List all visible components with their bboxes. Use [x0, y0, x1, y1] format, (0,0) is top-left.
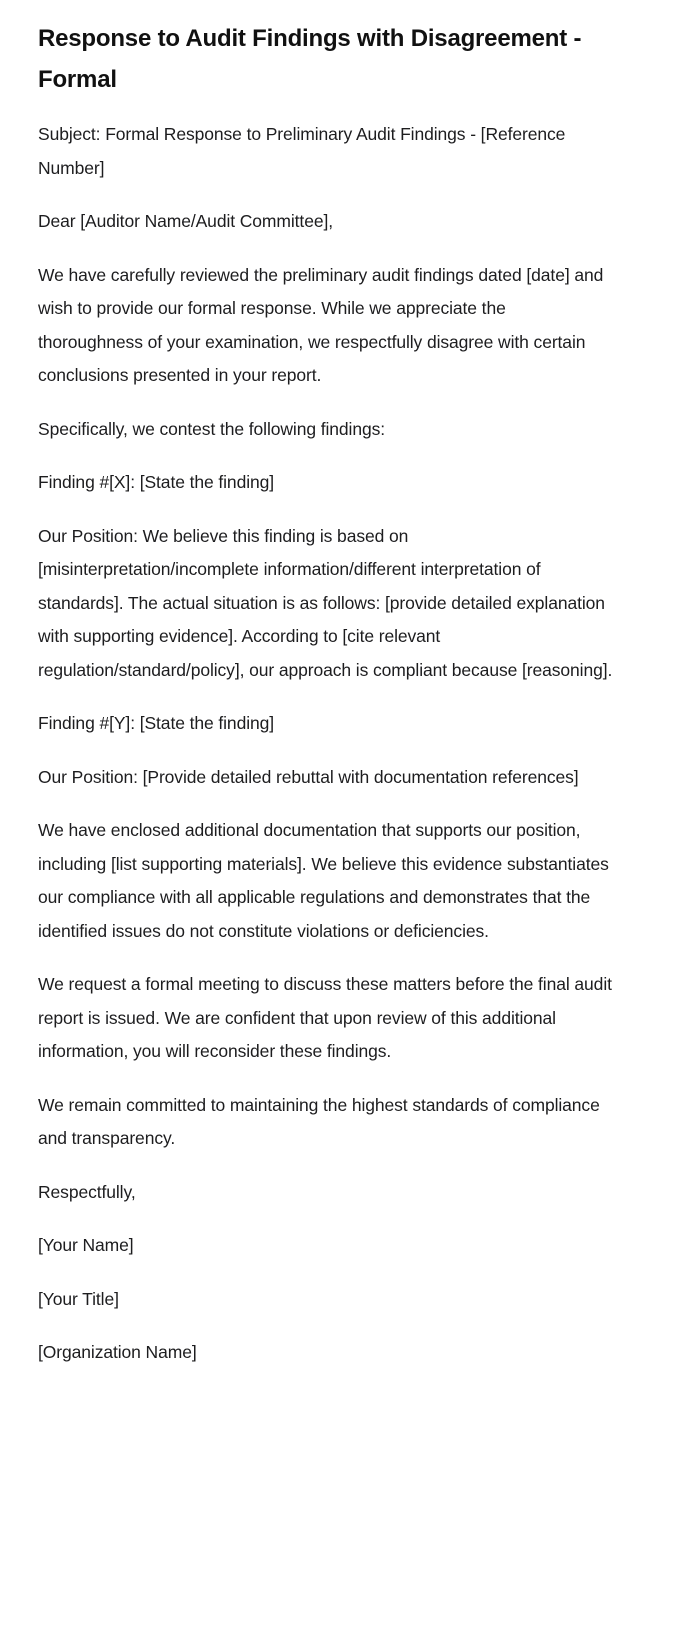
paragraph-enclosed-documentation: We have enclosed additional documentation that supports our position, including [list supporting materials]. We believe this evidence substantiates our compliance with all applicable regulations and demonstrates that the identified issues do not constitute violations or deficiencies.: [38, 820, 609, 941]
paragraph-subject-line: Subject: Formal Response to Preliminary Audit Findings - [Reference Number]: [38, 124, 566, 178]
signature-name-placeholder: [Your Name]: [38, 1235, 134, 1255]
signature-title-placeholder: [Your Title]: [38, 1288, 119, 1309]
paragraph-salutation: Dear [Auditor Name/Audit Committee],: [38, 211, 333, 231]
paragraph-intro: We have carefully reviewed the preliminary audit findings dated [date] and wish to provide our formal response. While we appreciate the thoroughness of your examination, we respectfully disagree with certain conclusions presented in your report.: [38, 264, 604, 385]
paragraph-finding-y-heading: Finding #[Y]: [State the finding]: [38, 713, 275, 733]
paragraph-commitment: We remain committed to maintaining the highest standards of compliance and transparency.: [38, 1094, 600, 1148]
paragraph-meeting-request: We request a formal meeting to discuss these matters before the final audit report is issued. We are confident that upon review of this additional information, you will reconsider these findings.: [38, 974, 612, 1061]
closing-respectfully: Respectfully,: [38, 1181, 136, 1202]
signature-organization-placeholder: [Organization Name]: [38, 1342, 197, 1362]
paragraph-finding-x-heading: Finding #[X]: [State the finding]: [38, 472, 275, 492]
paragraph-contest-lead-in: Specifically, we contest the following findings:: [38, 418, 386, 439]
page-title: Response to Audit Findings with Disagreement - Formal: [38, 25, 582, 93]
paragraph-finding-x-position: Our Position: We believe this finding is based on [misinterpretation/incomplete information/different interpretation of standards]. The actual situation is as follows: [provide detailed explanation with supporting evidence]. According to [cite relevant regulation/standard/policy], our approach is compliant because [reasoning].: [38, 525, 613, 680]
paragraph-finding-y-position: Our Position: [Provide detailed rebuttal with documentation references]: [38, 766, 579, 787]
